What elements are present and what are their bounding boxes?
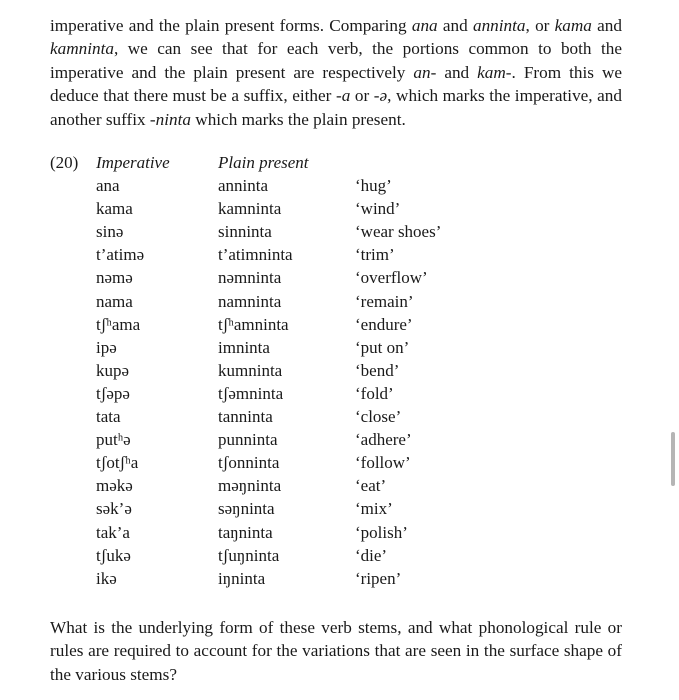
column-header-imperative: Imperative <box>96 153 170 172</box>
imperative-form: tak’a <box>96 522 130 542</box>
imperative-form: putʰə <box>96 430 131 450</box>
gloss: ‘hug’ <box>355 176 392 195</box>
gloss: ‘overflow’ <box>355 268 428 288</box>
intro-paragraph: imperative and the plain present forms. Comparing ana and anninta, or kama and kamninta, we can see that for each verb, the portions common to both the imperative and the plain present are respectively an- and kam-. From this we deduce that there must be a suffix, either -a or -ə, which marks the imperative, and another suffix -ninta which marks the plain present. <box>50 16 622 129</box>
present-form: anninta <box>218 176 269 195</box>
gloss: ‘eat’ <box>355 476 387 496</box>
imperative-form: tʃotʃʰa <box>96 453 139 473</box>
gloss: ‘fold’ <box>355 383 394 403</box>
question-paragraph: What is the underlying form of these verb stems, and what phonological rule or rules are required to account for the variations that are seen in the surface shape of the various stems? <box>50 618 622 684</box>
present-form: punninta <box>218 430 278 450</box>
gloss: ‘wind’ <box>355 199 401 219</box>
present-form: imninta <box>218 337 270 357</box>
imperative-form: tʃʰama <box>96 314 141 334</box>
imperative-form: sək’ə <box>96 499 132 519</box>
present-form: tʃuŋninta <box>218 545 280 565</box>
gloss: ‘close’ <box>355 407 402 426</box>
imperative-form: tʃukə <box>96 545 131 565</box>
imperative-form: kupə <box>96 360 130 380</box>
present-form: kamninta <box>218 199 282 219</box>
present-form: iŋninta <box>218 568 266 588</box>
present-form: taŋninta <box>218 522 273 542</box>
gloss: ‘mix’ <box>355 499 393 519</box>
gloss: ‘remain’ <box>355 291 414 311</box>
present-form: tanninta <box>218 407 273 426</box>
gloss: ‘ripen’ <box>355 568 402 588</box>
imperative-form: ipə <box>96 337 117 357</box>
present-form: məŋninta <box>218 476 282 496</box>
imperative-form: sinə <box>96 222 124 242</box>
gloss: ‘wear shoes’ <box>355 222 442 242</box>
present-form: tʃʰamninta <box>218 314 289 334</box>
gloss: ‘polish’ <box>355 522 408 542</box>
imperative-form: nama <box>96 291 133 311</box>
gloss: ‘put on’ <box>355 337 410 357</box>
gloss: ‘endure’ <box>355 314 413 334</box>
imperative-form: məkə <box>96 476 133 496</box>
imperative-form: kama <box>96 199 133 219</box>
present-form: tʃəmninta <box>218 383 284 403</box>
gloss: ‘bend’ <box>355 360 400 380</box>
present-form: sinninta <box>218 222 272 242</box>
present-form: kumninta <box>218 360 283 380</box>
column-header-plain-present: Plain present <box>218 153 309 172</box>
imperative-form: tʃəpə <box>96 383 130 403</box>
gloss: ‘adhere’ <box>355 430 412 450</box>
imperative-form: nəmə <box>96 268 133 288</box>
imperative-form: t’atimə <box>96 245 145 265</box>
imperative-form: tata <box>96 407 121 426</box>
gloss: ‘die’ <box>355 545 388 565</box>
present-form: tʃonninta <box>218 453 280 473</box>
present-form: namninta <box>218 291 282 311</box>
gloss: ‘follow’ <box>355 453 411 473</box>
present-form: nəmninta <box>218 268 282 288</box>
imperative-form: ana <box>96 176 120 195</box>
scrollbar-thumb[interactable] <box>671 432 675 486</box>
imperative-form: ikə <box>96 568 117 588</box>
present-form: səŋninta <box>218 499 275 519</box>
present-form: t’atimninta <box>218 245 293 265</box>
gloss: ‘trim’ <box>355 245 395 265</box>
example-number: (20) <box>50 153 79 172</box>
